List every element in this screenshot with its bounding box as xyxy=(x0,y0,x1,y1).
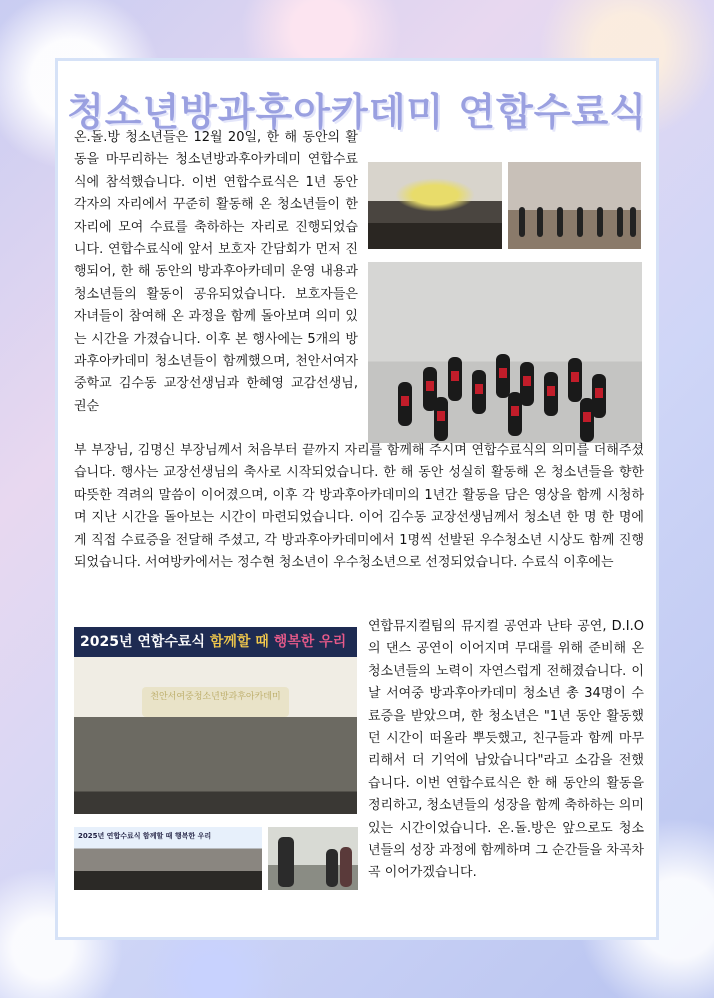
group-photo xyxy=(368,162,502,249)
ceremony-small-photo xyxy=(74,827,262,890)
ceremony-group-photo xyxy=(74,627,357,814)
article-paragraph-bottom: 연합뮤지컬팀의 뮤지컬 공연과 난타 공연, D.I.O의 댄스 공연이 이어지며 무대를 위해 준비해 온 청소년들의 노력이 자연스럽게 전해졌습니다. 이날 서여중 방과후아카데미 청소년 총 34명이 수료증을 받았으며, 한 청소년은 "1년 동안 활동했던 시간이 떠올라 뿌듯했고, 친구들과 함께 마무리해서 더 기억에 남았습니다"라고 소감을 전했습니다. 이번 연합수료식은 한 해 동안의 활동을 정리하고, 청소년들의 성장을 함께 축하하는 의미 있는 시간이었습니다. 온.돌.방은 앞으로도 청소년들의 성장 과정에 함께하며 그 순간들을 차곡차곡 이어가겠습니다. xyxy=(368,619,644,881)
article-paragraph-top: 온.돌.방 청소년들은 12월 20일, 한 해 동안의 활동을 마무리하는 청소년방과후아카데미 연합수료식에 참석했습니다. 이번 연합수료식은 1년 동안 각자의 자리에서 꾸준히 활동해 온 청소년들이 한 자리에 모여 수료를 축하하는 자리로 진행되었습니다. 연합수료식에 앞서 보호자 간담회가 먼저 진행되어, 한 해 동안의 방과후아카데미 운영 내용과 청소년들의 활동이 공유되었습니다. 보호자들은 자녀들이 참여해 온 과정을 함께 돌아보며 의미 있는 시간을 가졌습니다. 이후 본 행사에는 5개의 방과후아카데미 청소년들이 함께했으며, 천안서여자중학교 김수동 교장선생님과 한혜영 교감선생님, 권순 xyxy=(74,130,358,414)
projection-screen: 천안서여중청소년방과후아카데미 xyxy=(142,687,289,717)
banner-highlight-1: 함께할 때 xyxy=(209,634,269,650)
banner-highlight-2: 행복한 우리 xyxy=(273,634,347,650)
page-title: 청소년방과후아카데미 연합수료식 xyxy=(67,90,647,134)
ceremony-banner xyxy=(80,631,351,651)
dance-performance-photo xyxy=(368,262,642,443)
stage-performers-photo xyxy=(508,162,641,249)
banner-year-title: 2025년 연합수료식 xyxy=(80,634,205,650)
small-banner-text: 2025년 연합수료식 함께할 때 행복한 우리 xyxy=(78,832,212,840)
certificate-handover-photo xyxy=(268,827,358,890)
poster-frame xyxy=(55,58,659,940)
article-paragraph-middle: 부 부장님, 김명신 부장님께서 처음부터 끝까지 자리를 함께해 주시며 연합수료식의 의미를 더해주셨습니다. 행사는 교장선생님의 축사로 시작되었습니다. 한 해 동안 성실히 활동해 온 청소년들을 향한 따뜻한 격려의 말씀이 이어졌으며, 이후 각 방과후아카데미의 1년간 활동을 담은 영상을 함께 시청하며 지난 시간을 돌아보는 시간이 마련되었습니다. 이어 김수동 교장선생님께서 청소년 한 명 한 명에게 직접 수료증을 전달해 주셨고, 각 방과후아카데미에서 1명씩 선발된 우수청소년 시상도 함께 진행되었습니다. 서여방카에서는 정수현 청소년이 우수청소년으로 선정되었습니다. 수료식 이후에는 xyxy=(74,443,644,571)
